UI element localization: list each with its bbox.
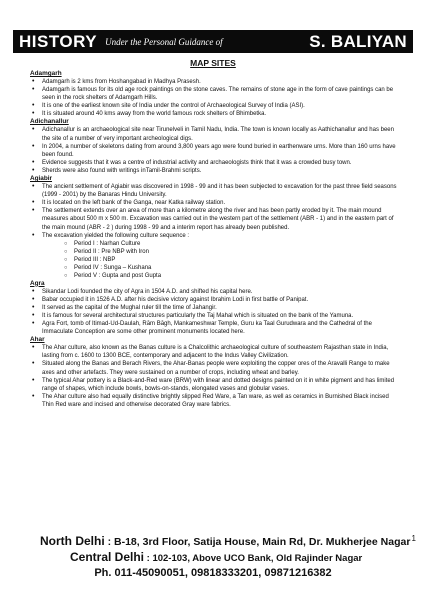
bullet-list <box>30 126 402 175</box>
list-item: • In 2004, a number of skeletons dating from around 3,800 years ago were found buried in earthenware urns. More than 160 urns have been found. <box>30 143 402 159</box>
list-item: • The Ahar culture, also known as the Banas culture is a Chalcolithic archaeological culture of southeastern Rajasthan state in India, lasting from c. 1600 to 1300 BCE, contemporary and adjacent to the Indus Valley Civilization. <box>30 344 402 360</box>
list-item: • It served as the capital of the Mughal ruler till the time of Jahangir. <box>30 304 402 312</box>
bullet-list <box>30 288 402 337</box>
section-heading: Agra <box>30 279 45 287</box>
list-item: • The Ahar culture also had equally distinctive brightly slipped Red Ware, a Tan ware, as well as ceramics in Burnished Black incised Thin Red ware and incised and otherwise decorated Gray ware fabrics. <box>30 393 402 409</box>
list-item: • Adichanallur is an archaeological site near Tirunelveli in Tamil Nadu, India. The town is known locally as Aathichanallur and has been the site of a number of very important archeological digs. <box>30 126 402 142</box>
brand-title: HISTORY <box>19 31 98 51</box>
author-name: S. BALIYAN <box>309 31 407 51</box>
list-item: • The settlement extends over an area of more than a kilometre along the river and has been partly eroded by it. The main mound measures about 500 m x 500 m. Excavation was carried out in the western part of the settlement (ABR - 1) and in the eastern part of the main mound (ABR - 2 ) during 1998 - 99 and a interim report has already been published. <box>30 207 402 231</box>
north-delhi-address-text: : B-18, 3rd Floor, Satija House, Main Rd, Dr. Mukherjee Nagar <box>107 536 411 548</box>
footer-contact <box>0 534 426 581</box>
header-banner <box>13 30 413 53</box>
bullet-list <box>30 78 402 118</box>
list-item: • It is situated around 40 kms away from the world famous rock shelters of Bhimbetka. <box>30 110 402 118</box>
section-heading: Ahar <box>30 336 45 344</box>
guidance-tagline: Under the Personal Guidance of <box>105 36 223 47</box>
bullet-list <box>30 183 402 240</box>
section-heading: Adichanallur <box>30 118 69 126</box>
period-item: ○ Period III : NBP <box>64 256 402 264</box>
central-delhi-label: Central Delhi <box>70 550 145 564</box>
north-delhi-address <box>40 534 426 550</box>
page-number: 1 <box>411 534 416 543</box>
list-item: • Adamgarh is 2 kms from Hoshangabad in Madhya Prasesh. <box>30 78 402 86</box>
list-item: • It is one of the earliest known site of India under the control of Archaeological Survey of India (ASI). <box>30 102 402 110</box>
list-item: • The typical Ahar pottery is a Black-and-Red ware (BRW) with linear and dotted designs painted on it in white pigment and has limited range of shapes, which include bowls, bowls-on-stands, elongated vases and globular vases. <box>30 377 402 393</box>
section-ahar <box>30 336 402 409</box>
section-adamgarh <box>30 70 402 118</box>
list-item: • Agra Fort, tomb of Itimad-Ud-Daulah, Rām Bāgh, Mankameshwar Temple, Guru ka Taal Gurudwara and the Cathedral of the Immaculate Conception are some other prominent monuments located here. <box>30 320 402 336</box>
list-item: • Sherds were also found with writings inTamil-Brahmi scripts. <box>30 167 402 175</box>
list-item: • Adamgarh is famous for its old age rock paintings on the stone caves. The remains of stone age in the form of cave paintings can be seen in the rock shelters of Adamgarh Hills. <box>30 86 402 102</box>
period-item: ○ Period I : Narhan Culture <box>64 240 402 248</box>
list-item: • Situated along the Banas and Berach Rivers, the Ahar-Banas people were exploiting the copper ores of the Aravalli Range to make axes and other artefacts. They were sustained on a number of crops, including wheat and barley. <box>30 360 402 376</box>
list-item: • Evidence suggests that it was a centre of industrial activity and archaeologists think that it was a crowded busy town. <box>30 159 402 167</box>
section-agra <box>30 280 402 337</box>
central-delhi-address <box>70 550 426 566</box>
section-heading: Adamgarh <box>30 70 62 77</box>
list-item: • Sikandar Lodi founded the city of Agra in 1504 A.D. and shifted his capital here. <box>30 288 402 296</box>
period-item: ○ Period IV : Sunga – Kushana <box>64 264 402 272</box>
bullet-list <box>30 344 402 409</box>
content-body <box>30 70 402 409</box>
culture-period-list <box>30 240 402 280</box>
list-item: • Babar occupied it in 1526 A.D. after his decisive victory against Ibrahim Lodi in first battle of Panipat. <box>30 296 402 304</box>
list-item: • The excavation yielded the following culture sequence : <box>30 232 402 240</box>
period-item: ○ Period V : Gupta and post Gupta <box>64 272 402 280</box>
section-agiabir <box>30 175 402 280</box>
list-item: • It is located on the left bank of the Ganga, near Katka railway station. <box>30 199 402 207</box>
page-title: MAP SITES <box>190 58 236 68</box>
phone-numbers: Ph. 011-45090051, 09818333201, 09871216382 <box>94 567 332 579</box>
north-delhi-label: North Delhi <box>40 534 105 548</box>
list-item: • It is famous for several architectural structures particularly the Taj Mahal which is situated on the bank of the Yamuna. <box>30 312 402 320</box>
list-item: • The ancient settlement of Agiabir was discovered in 1998 - 99 and it has been subjected to excavation for the past three field seasons (1999 - 2001) by the Banaras Hindu University. <box>30 183 402 199</box>
section-adichanallur <box>30 118 402 175</box>
central-delhi-address-text: : 102-103, Above UCO Bank, Old Rajinder Nagar <box>146 553 363 564</box>
period-item: ○ Period II : Pre NBP with Iron <box>64 248 402 256</box>
section-heading: Agiabir <box>30 175 53 183</box>
